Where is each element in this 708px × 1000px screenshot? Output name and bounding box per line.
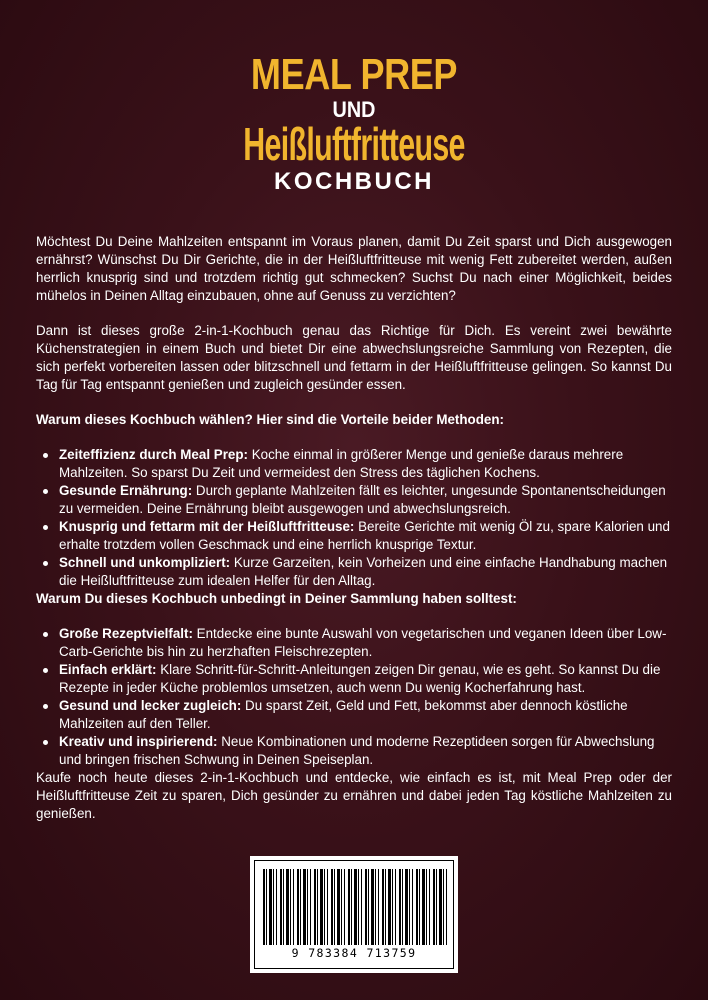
list-item: Gesund und lecker zugleich: Du sparst Zeit, Geld und Fett, bekommst aber dennoch köstliche Mahlzeiten auf den Teller. bbox=[54, 697, 672, 733]
list-item: Zeiteffizienz durch Meal Prep: Koche einmal in größerer Menge und genieße daraus mehrere Mahlzeiten. So sparst Du Zeit und vermeidest den Stress des täglichen Kochens. bbox=[54, 446, 672, 482]
section1-heading: Warum dieses Kochbuch wählen? Hier sind die Vorteile beider Methoden: bbox=[36, 412, 505, 427]
list-item: Große Rezeptvielfalt: Entdecke eine bunte Auswahl von vegetarischen und veganen Ideen über Low-Carb-Gerichte bis hin zu herzhaften Fleischrezepten. bbox=[54, 625, 672, 661]
title-heissluftfritteuse: Heißluftfritteuse bbox=[243, 118, 465, 170]
list-item: Schnell und unkompliziert: Kurze Garzeiten, kein Vorheizen und eine einfache Handhabung machen die Heißluftfritteuse zum idealen Helfer für den Alltag. bbox=[54, 554, 672, 590]
title-und: UND bbox=[332, 97, 376, 122]
back-cover-text bbox=[36, 233, 672, 823]
list-item: Knusprig und fettarm mit der Heißluftfritteuse: Bereite Gerichte mit wenig Öl zu, spare Kalorien und erhalte trotzdem vollen Geschmack und eine herrlich knusprige Textur. bbox=[54, 518, 672, 554]
section1-list bbox=[36, 446, 672, 590]
intro-paragraph-2: Dann ist dieses große 2-in-1-Kochbuch genau das Richtige für Dich. Es vereint zwei bewährte Küchenstrategien in einem Buch und bietet Dir eine abwechslungsreiche Sammlung von Rezepten, die sich perfekt vorbereiten lassen oder blitzschnell und fettarm in der Heißluftfritteuse gelingen. So kannst Du Tag für Tag entspannt genießen und zugleich gesünder essen. bbox=[36, 323, 672, 392]
intro-paragraph-1: Möchtest Du Deine Mahlzeiten entspannt im Voraus planen, damit Du Zeit sparst und Dich ausgewogen ernährst? Wünschst Du Dir Gerichte, die in der Heißluftfritteuse mit wenig Fett zubereitet werden, außen herrlich knusprig sind und trotzdem richtig gut schmecken? Suchst Du nach einer Möglichkeit, beides mühelos in Deinen Alltag einzubauen, ohne auf Genuss zu verzichten? bbox=[36, 234, 672, 303]
list-item: Gesunde Ernährung: Durch geplante Mahlzeiten fällt es leichter, ungesunde Spontanentscheidungen zu vermeiden. Deine Ernährung bleibt ausgewogen und abwechslungsreich. bbox=[54, 482, 672, 518]
isbn-barcode bbox=[250, 856, 458, 973]
section2-list bbox=[36, 625, 672, 769]
title-meal-prep: MEAL PREP bbox=[250, 50, 458, 99]
title-kochbuch: KOCHBUCH bbox=[274, 168, 434, 195]
barcode-number: 9 783384 713759 bbox=[291, 946, 417, 960]
barcode-frame bbox=[254, 860, 454, 969]
closing-paragraph: Kaufe noch heute dieses 2-in-1-Kochbuch und entdecke, wie einfach es ist, mit Meal Prep oder der Heißluftfritteuse Zeit zu sparen, Dich gesünder zu ernähren und dabei jeden Tag köstliche Mahlzeiten zu genießen. bbox=[36, 770, 672, 821]
barcode-bars bbox=[263, 869, 447, 945]
list-item: Einfach erklärt: Klare Schritt-für-Schritt-Anleitungen zeigen Dir genau, wie es geht. So kannst Du die Rezepte in jeder Küche problemlos umsetzen, auch wenn Du wenig Kocherfahrung hast. bbox=[54, 661, 672, 697]
cover-title bbox=[0, 52, 708, 196]
list-item: Kreativ und inspirierend: Neue Kombinationen und moderne Rezeptideen sorgen für Abwechslung und bringen frischen Schwung in Deinen Speiseplan. bbox=[54, 733, 672, 769]
section2-heading: Warum Du dieses Kochbuch unbedingt in Deiner Sammlung haben solltest: bbox=[36, 591, 517, 606]
